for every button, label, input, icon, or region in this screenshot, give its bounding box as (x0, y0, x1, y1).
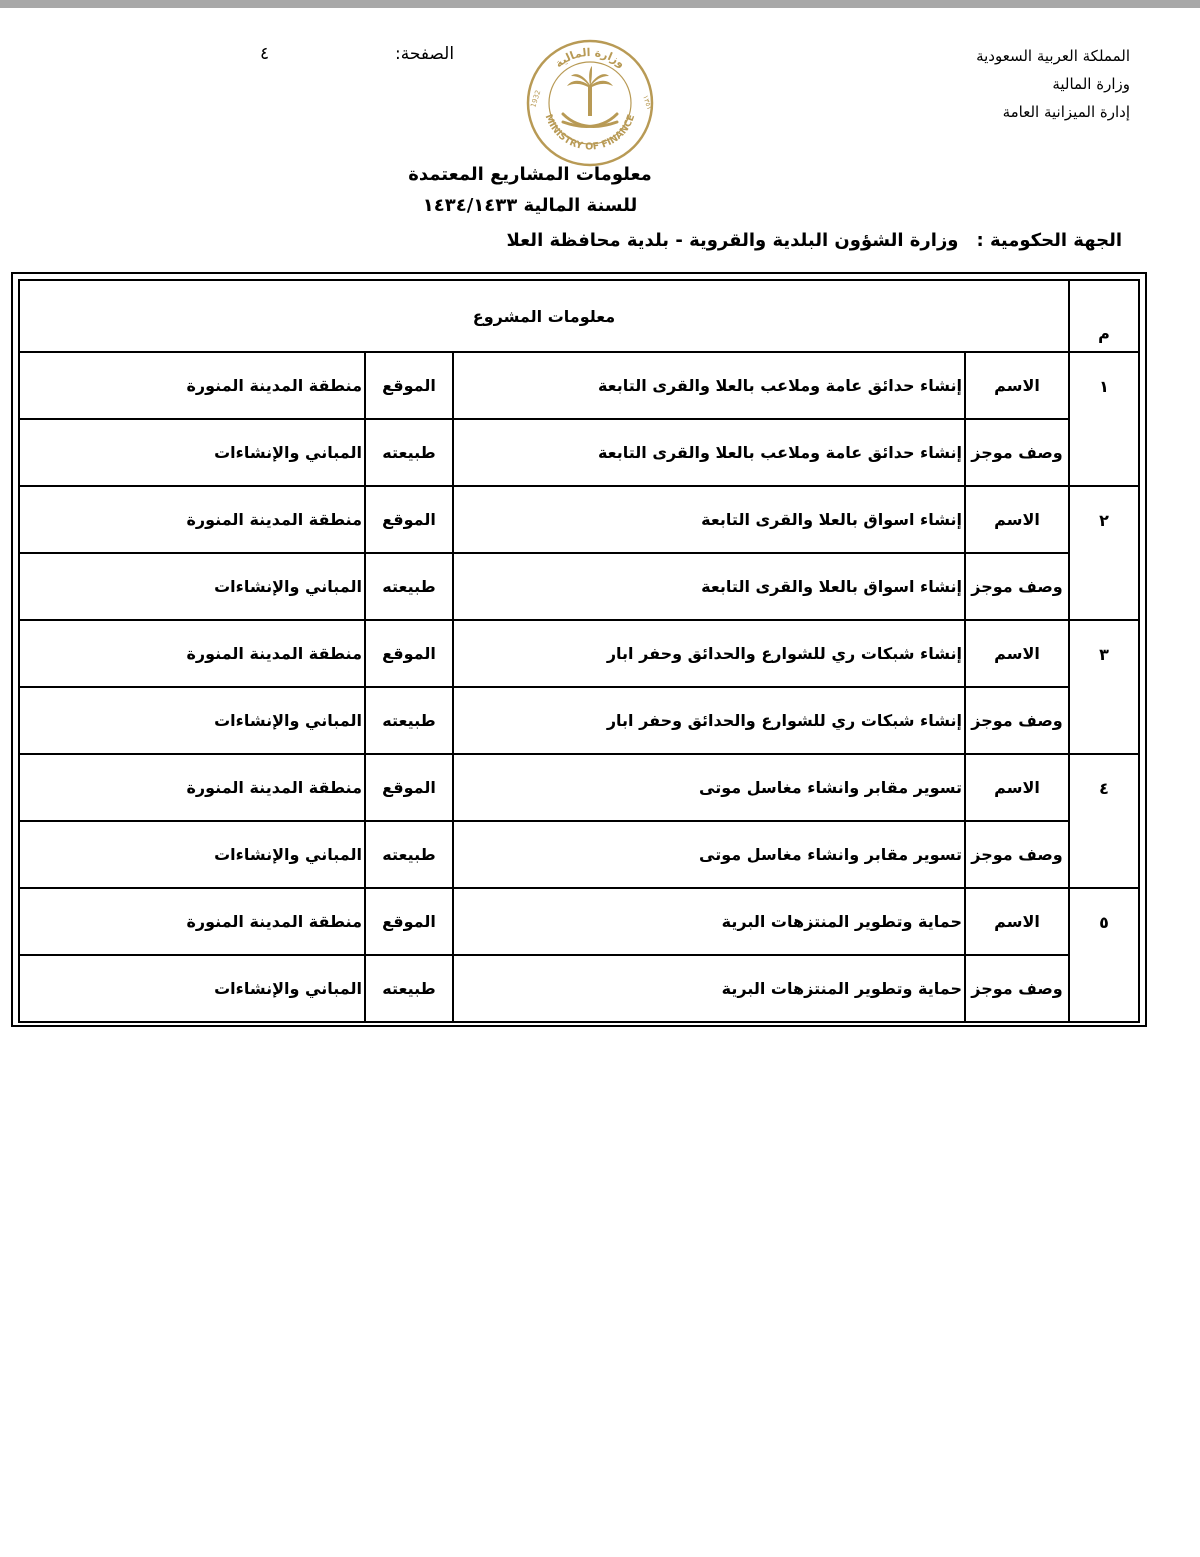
svg-text:وزارة المالية (553, 46, 628, 70)
projects-table-frame (11, 272, 1147, 1027)
project-location: منطقة المدينة المنورة (19, 620, 365, 687)
header-index: م (1069, 280, 1139, 352)
project-description: إنشاء حدائق عامة وملاعب بالعلا والقرى التابعة (453, 419, 965, 486)
description-label: وصف موجز (965, 955, 1069, 1022)
description-label: وصف موجز (965, 419, 1069, 486)
ministry-seal-logo (525, 38, 655, 168)
description-label: وصف موجز (965, 687, 1069, 754)
project-location: منطقة المدينة المنورة (19, 888, 365, 955)
description-label: وصف موجز (965, 821, 1069, 888)
palm-icon (567, 66, 613, 116)
seal-year-left: 1932 (529, 89, 543, 109)
location-label: الموقع (365, 754, 453, 821)
project-nature: المباني والإنشاءات (19, 821, 365, 888)
project-description: تسوير مقابر وانشاء مغاسل موتى (453, 821, 965, 888)
name-label: الاسم (965, 754, 1069, 821)
project-name: إنشاء اسواق بالعلا والقرى التابعة (453, 486, 965, 553)
page-label: الصفحة: (395, 44, 455, 64)
name-label: الاسم (965, 888, 1069, 955)
table-row (19, 620, 1139, 687)
project-nature: المباني والإنشاءات (19, 553, 365, 620)
name-label: الاسم (965, 620, 1069, 687)
table-row (19, 687, 1139, 754)
row-index: ٥ (1069, 888, 1139, 1022)
project-nature: المباني والإنشاءات (19, 419, 365, 486)
project-name: إنشاء حدائق عامة وملاعب بالعلا والقرى التابعة (453, 352, 965, 419)
project-location: منطقة المدينة المنورة (19, 352, 365, 419)
location-label: الموقع (365, 888, 453, 955)
department-name: إدارة الميزانية العامة (1002, 103, 1130, 121)
table-row (19, 955, 1139, 1022)
project-nature: المباني والإنشاءات (19, 955, 365, 1022)
location-label: الموقع (365, 352, 453, 419)
kingdom-name: المملكة العربية السعودية (976, 47, 1130, 65)
table-row (19, 486, 1139, 553)
location-label: الموقع (365, 620, 453, 687)
nature-label: طبيعته (365, 553, 453, 620)
agency-value: وزارة الشؤون البلدية والقروية - بلدية محافظة العلا (506, 230, 959, 251)
table-row (19, 754, 1139, 821)
name-label: الاسم (965, 486, 1069, 553)
nature-label: طبيعته (365, 687, 453, 754)
nature-label: طبيعته (365, 821, 453, 888)
project-description: إنشاء شبكات ري للشوارع والحدائق وحفر ابار (453, 687, 965, 754)
table-row (19, 352, 1139, 419)
project-name: إنشاء شبكات ري للشوارع والحدائق وحفر ابار (453, 620, 965, 687)
row-index: ١ (1069, 352, 1139, 486)
name-label: الاسم (965, 352, 1069, 419)
table-row (19, 888, 1139, 955)
agency-label: الجهة الحكومية : (976, 230, 1122, 251)
project-description: إنشاء اسواق بالعلا والقرى التابعة (453, 553, 965, 620)
fiscal-year: للسنة المالية ١٤٣٤/١٤٣٣ (422, 195, 638, 216)
project-description: حماية وتطوير المنتزهات البرية (453, 955, 965, 1022)
table-row (19, 821, 1139, 888)
project-location: منطقة المدينة المنورة (19, 486, 365, 553)
top-bar (0, 0, 1200, 8)
row-index: ٣ (1069, 620, 1139, 754)
table-row (19, 419, 1139, 486)
seal-arabic-text: وزارة المالية (552, 45, 628, 71)
government-agency (506, 230, 1122, 251)
seal-english-text: MINISTRY OF FINANCE (542, 112, 638, 153)
table-header-row (19, 280, 1139, 352)
project-name: تسوير مقابر وانشاء مغاسل موتى (453, 754, 965, 821)
ministry-name: وزارة المالية (1052, 75, 1130, 93)
table-row (19, 553, 1139, 620)
projects-table (18, 279, 1140, 1023)
project-location: منطقة المدينة المنورة (19, 754, 365, 821)
row-index: ٢ (1069, 486, 1139, 620)
header-project-info: معلومات المشروع (19, 280, 1069, 352)
project-name: حماية وتطوير المنتزهات البرية (453, 888, 965, 955)
row-index: ٤ (1069, 754, 1139, 888)
location-label: الموقع (365, 486, 453, 553)
description-label: وصف موجز (965, 553, 1069, 620)
page-number: ٤ (260, 44, 270, 64)
document-title: معلومات المشاريع المعتمدة (408, 164, 652, 185)
seal-year-right: ١٣٥١ (641, 94, 654, 111)
project-nature: المباني والإنشاءات (19, 687, 365, 754)
nature-label: طبيعته (365, 419, 453, 486)
nature-label: طبيعته (365, 955, 453, 1022)
issuer-block (976, 42, 1130, 126)
svg-text:MINISTRY OF FINANCE (543, 113, 638, 153)
